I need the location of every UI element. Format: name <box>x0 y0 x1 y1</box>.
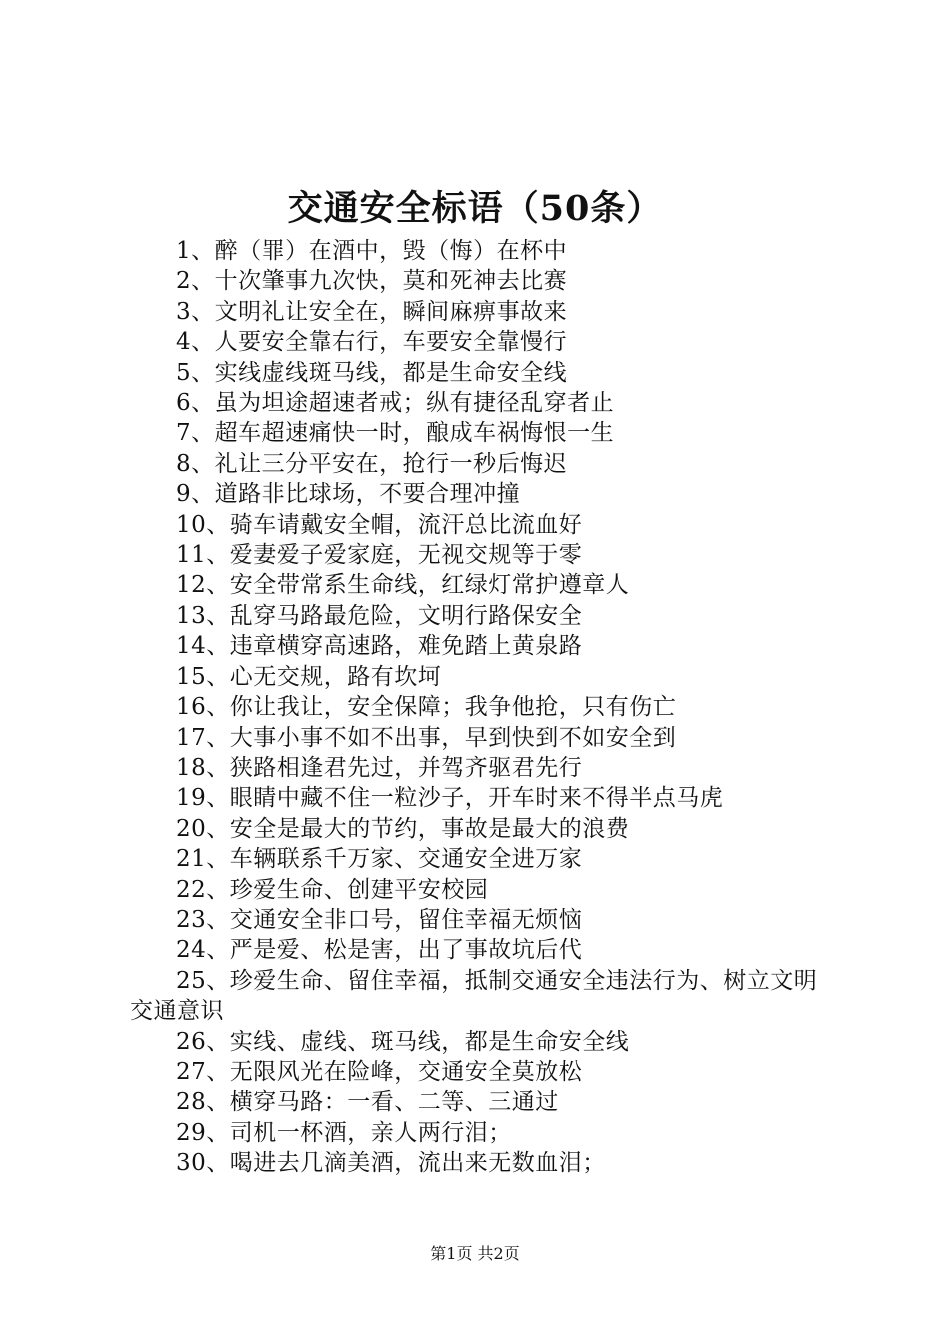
slogan-item: 8、礼让三分平安在，抢行一秒后悔迟 <box>176 450 568 477</box>
slogan-item: 5、实线虚线斑马线，都是生命安全线 <box>176 359 568 386</box>
slogan-item: 13、乱穿马路最危险，文明行路保安全 <box>176 602 583 629</box>
slogan-item: 11、爱妻爱子爱家庭，无视交规等于零 <box>176 542 583 569</box>
slogan-item: 1、醉（罪）在酒中，毁（悔）在杯中 <box>176 238 568 264</box>
slogan-item: 26、实线、虚线、斑马线，都是生命安全线 <box>176 1028 630 1055</box>
page-footer: 第1页 共2页 <box>430 1244 520 1263</box>
slogan-item: 29、司机一杯酒，亲人两行泪； <box>176 1119 512 1146</box>
slogan-item: 20、安全是最大的节约，事故是最大的浪费 <box>176 815 630 842</box>
slogan-item: 2、十次肇事九次快，莫和死神去比赛 <box>176 268 568 295</box>
slogan-item: 24、严是爱、松是害，出了事故坑后代 <box>176 937 583 964</box>
slogan-item: 6、虽为坦途超速者戒；纵有捷径乱穿者止 <box>176 390 615 417</box>
slogan-item: 30、喝进去几滴美酒，流出来无数血泪； <box>176 1150 606 1177</box>
slogan-item: 27、无限风光在险峰，交通安全莫放松 <box>176 1058 583 1085</box>
slogan-item: 21、车辆联系千万家、交通安全进万家 <box>176 846 583 873</box>
slogan-item: 9、道路非比球场，不要合理冲撞 <box>176 481 521 508</box>
slogan-item: 15、心无交规，路有坎坷 <box>176 663 442 690</box>
slogan-item: 23、交通安全非口号，留住幸福无烦恼 <box>176 906 583 933</box>
slogan-item: 3、文明礼让安全在，瞬间麻痹事故来 <box>176 298 568 325</box>
slogan-item: 12、安全带常系生命线，红绿灯常护遵章人 <box>176 572 630 599</box>
slogan-item: 25、珍爱生命、留住幸福，抵制交通安全违法行为、树立文明交通意识 <box>130 967 818 1025</box>
slogan-item: 17、大事小事不如不出事，早到快到不如安全到 <box>176 724 677 751</box>
slogan-list <box>130 236 835 1179</box>
slogan-item: 16、你让我让，安全保障；我争他抢，只有伤亡 <box>176 694 677 721</box>
document-title: 交通安全标语（50条） <box>287 188 663 229</box>
slogan-item: 14、违章横穿高速路，难免踏上黄泉路 <box>176 633 583 660</box>
slogan-item: 4、人要安全靠右行，车要安全靠慢行 <box>176 329 568 356</box>
slogan-item: 18、狭路相逢君先过，并驾齐驱君先行 <box>176 754 583 781</box>
slogan-item: 10、骑车请戴安全帽，流汗总比流血好 <box>176 511 583 538</box>
slogan-item: 19、眼睛中藏不住一粒沙子，开车时来不得半点马虎 <box>176 785 724 812</box>
slogan-item: 28、横穿马路：一看、二等、三通过 <box>176 1089 559 1116</box>
slogan-item: 7、超车超速痛快一时，酿成车祸悔恨一生 <box>176 420 615 447</box>
slogan-item: 22、珍爱生命、创建平安校园 <box>176 876 489 903</box>
